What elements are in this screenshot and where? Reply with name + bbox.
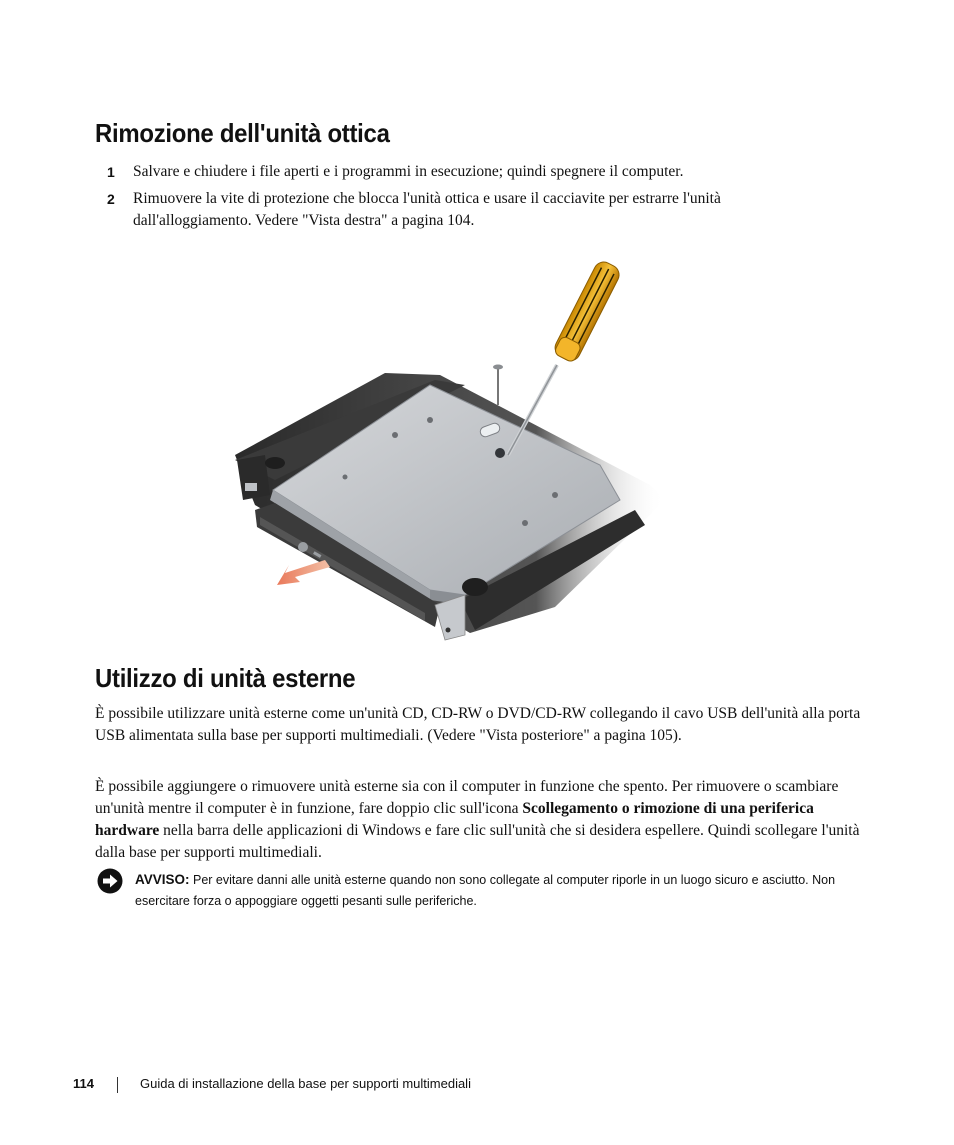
paragraph-hot-swap	[95, 776, 865, 864]
notice-text	[135, 869, 855, 912]
notice-label: AVVISO:	[135, 872, 190, 887]
paragraph-external-drives-usb: È possibile utilizzare unità esterne come un'unità CD, CD-RW o DVD/CD-RW collegando il cavo USB dell'unità alla porta USB alimentata sulla base per supporti multimediali. (Vedere "Vista posteriore" a pagina 105).	[95, 705, 861, 744]
page-number: 114	[73, 1076, 94, 1091]
footer-title: Guida di installazione della base per supporti multimediali	[140, 1076, 471, 1091]
step-number: 2	[107, 191, 115, 207]
step-text: Salvare e chiudere i file aperti e i programmi in esecuzione; quindi spegnere il computer.	[133, 163, 684, 180]
step-text: Rimuovere la vite di protezione che blocca l'unità ottica e usare il cacciavite per estrarre l'unità dall'alloggiamento. Vedere "Vista destra" a pagina 104.	[133, 190, 721, 229]
paragraph-text: È possibile aggiungere o rimuovere unità esterne sia con il computer in funzione che spento. Per rimuovere o scambiare un'unità mentre il computer è in funzione, fare doppio clic sull'icona	[95, 778, 839, 817]
step-number: 1	[107, 164, 115, 180]
page-footer	[73, 1076, 471, 1091]
notice-body: Per evitare danni alle unità esterne quando non sono collegate al computer riporle in un luogo sicuro e asciutto. Non esercitare forza o appoggiare oggetti pesanti sulle periferiche.	[135, 873, 836, 908]
section-heading-external-drives: Utilizzo di unità esterne	[95, 663, 356, 693]
section-heading-remove-optical-drive: Rimozione dell'unità ottica	[95, 118, 390, 148]
ui-term-safely-remove-hardware: Scollegamento o rimozione di una periferica hardware	[95, 800, 814, 839]
paragraph-text: nella barra delle applicazioni di Windows e fare clic sull'unità che si desidera espellere. Quindi scollegare l'unità dalla base per supporti multimediali.	[95, 822, 860, 861]
optical-drive-removal-illustration	[225, 255, 665, 650]
notice-arrow-icon	[97, 868, 123, 894]
footer-divider	[117, 1077, 118, 1093]
